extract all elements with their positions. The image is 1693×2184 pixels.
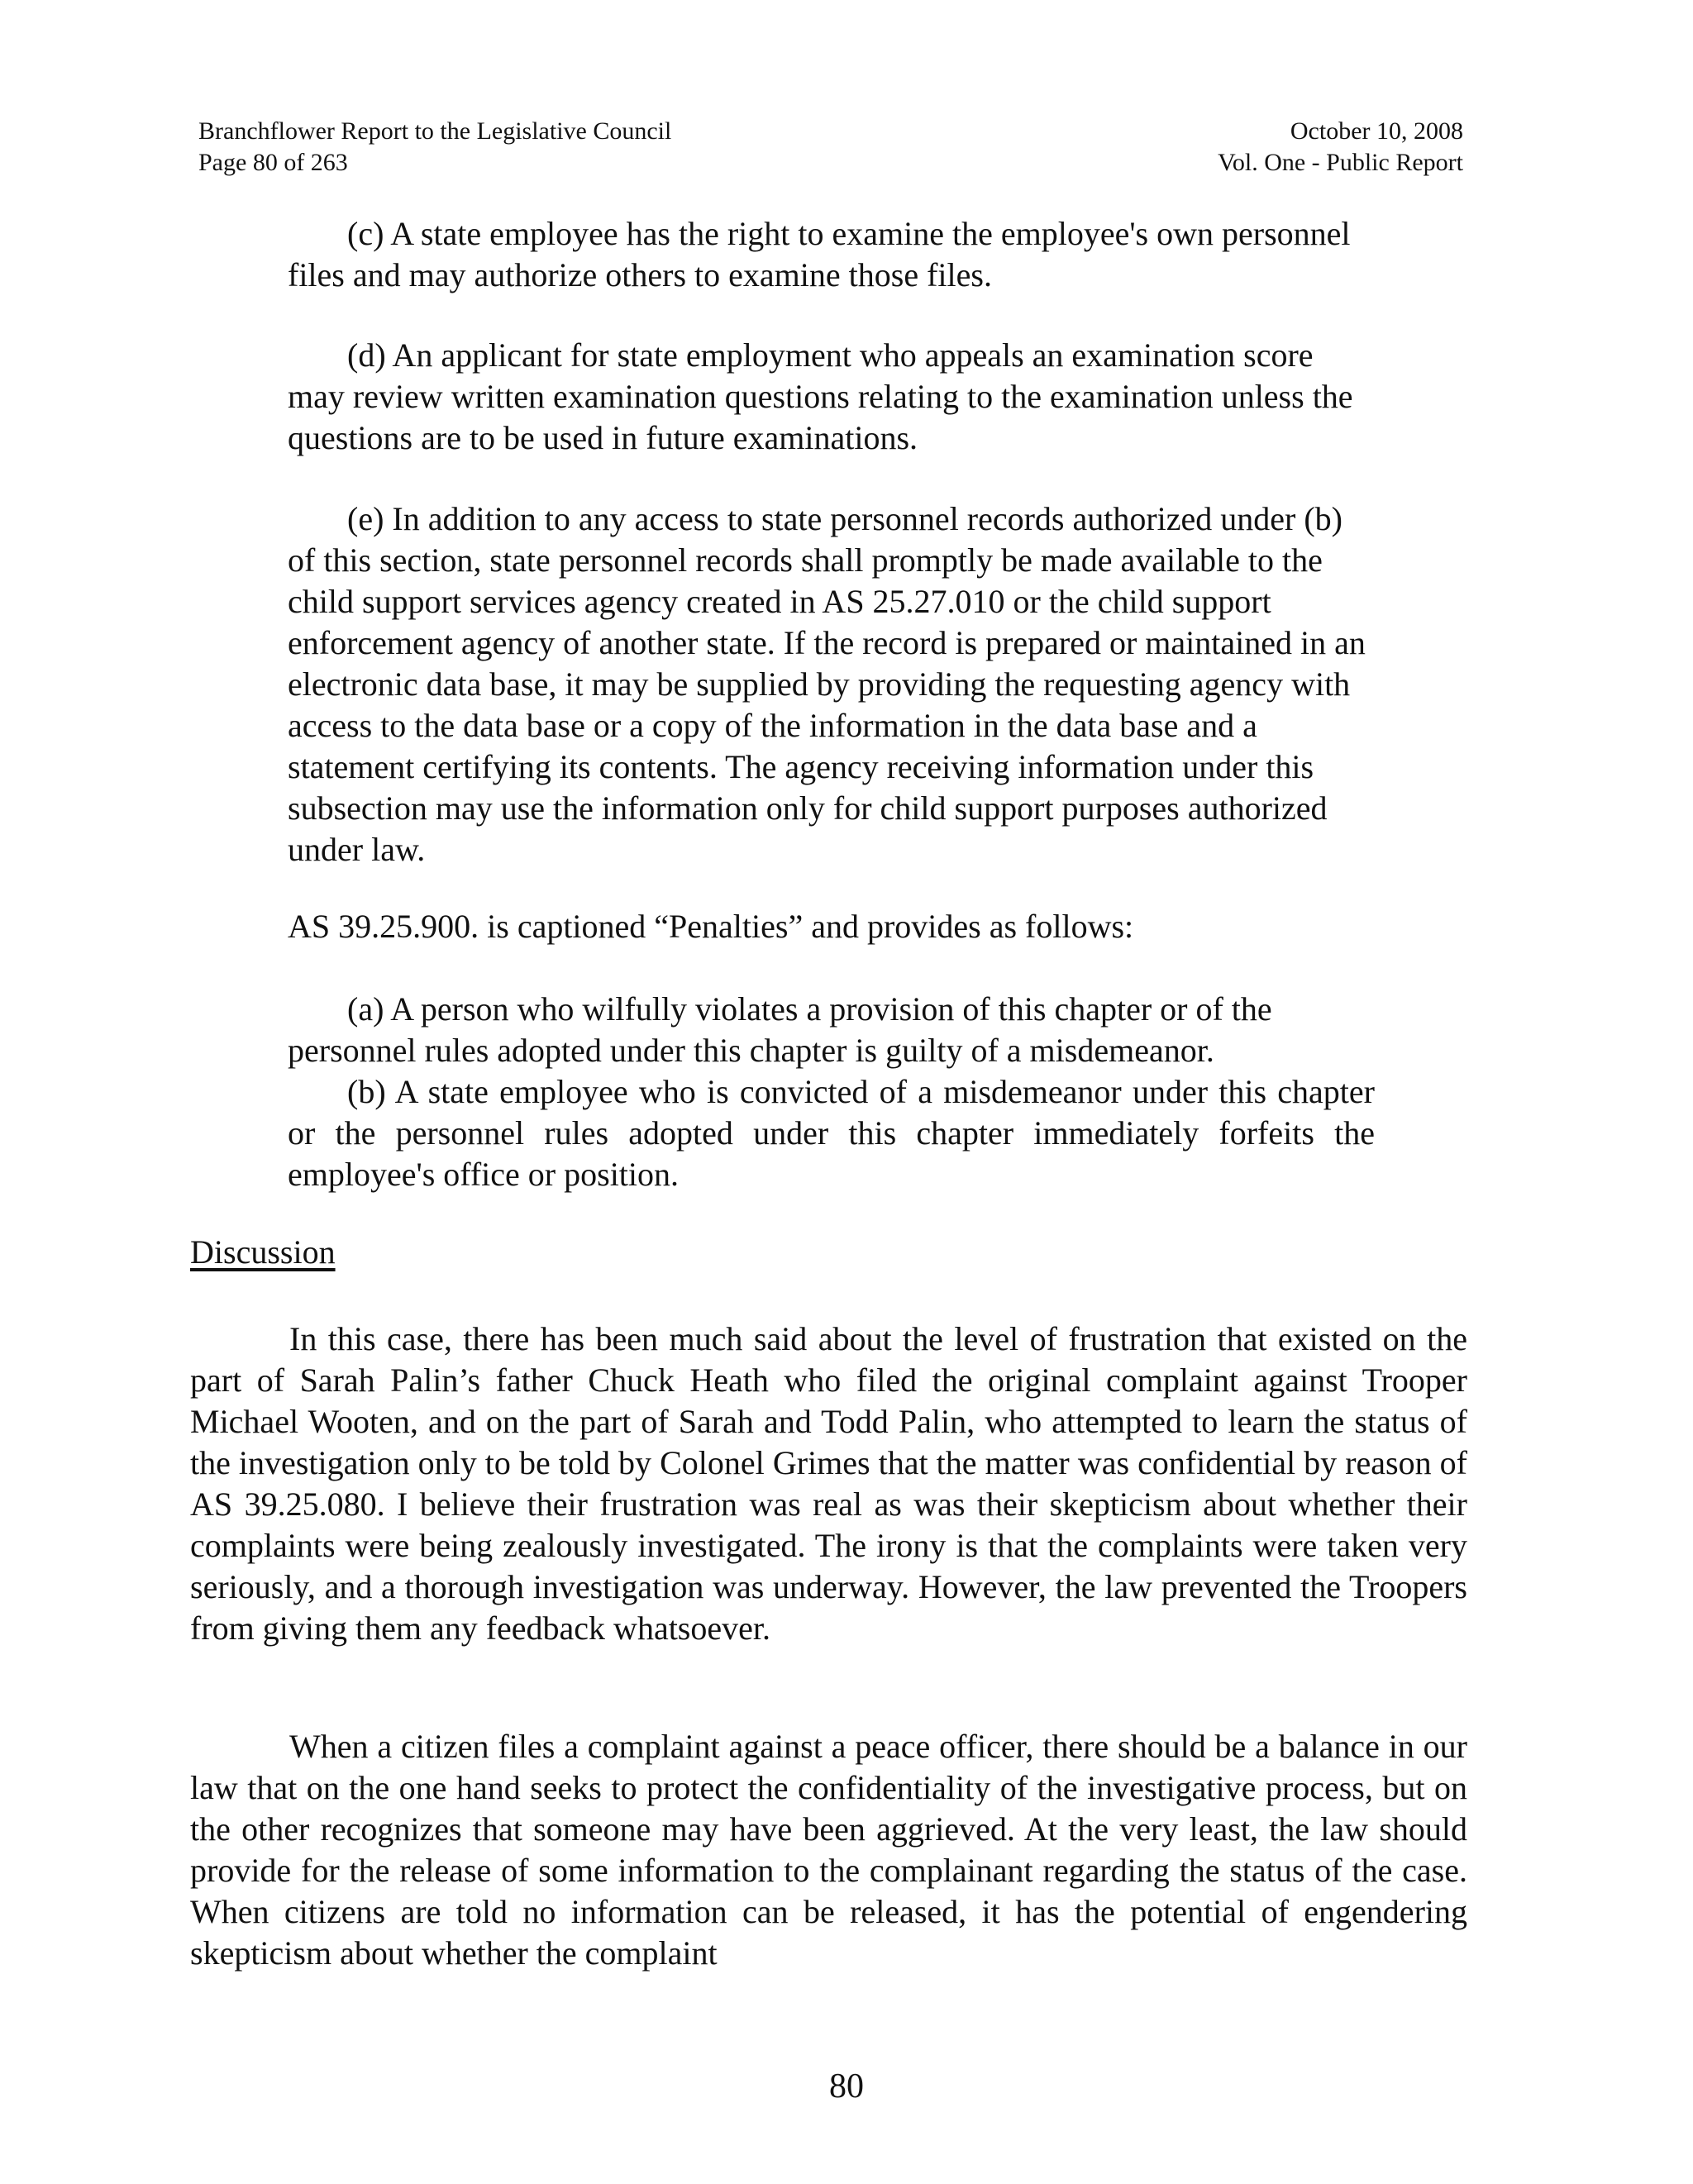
- page-number: 80: [829, 2067, 864, 2105]
- statute-subsection-d: (d) An applicant for state employment who appeals an examination score may review written examination questions relating to the examination unless the questions are to be used in future examinations.: [288, 336, 1353, 456]
- header-left: [198, 116, 671, 179]
- statute-subsection-e: (e) In addition to any access to state personnel records authorized under (b) of this section, state personnel records shall promptly be made available to the child support services agency created in AS 25.27.010 or the child support enforcement agency of another state. If the record is prepared or maintained in an electronic data base, it may be supplied by providing the requesting agency with access to the data base or a copy of the information in the data base and a statement certifying its contents. The agency receiving information under this subsection may use the information only for child support purposes authorized under law.: [288, 500, 1366, 868]
- report-volume: Vol. One - Public Report: [1218, 149, 1463, 176]
- discussion-paragraph-1-text: In this case, there has been much said about the level of frustration that existed on the part of Sarah Palin’s father Chuck Heath who filed the original complaint against Trooper Michael Wooten, and on the part of Sarah and Todd Palin, who attempted to learn the status of the investigation only to be told by Colonel Grimes that the matter was confidential by reason of AS 39.25.080. I believe their frustration was real as was their skepticism about whether their complaints were being zealously investigated. The irony is that the complaints were taken very seriously, and a thorough investigation was underway. However, the law prevented the Troopers from giving them any feedback whatsoever.: [190, 1320, 1467, 1647]
- discussion-heading: Discussion: [190, 1233, 336, 1271]
- report-title: Branchflower Report to the Legislative Council: [198, 117, 672, 145]
- report-date: October 10, 2008: [1290, 117, 1463, 145]
- penalty-subsection-b: (b) A state employee who is convicted of a misdemeanor under this chapter or the personnel rules adopted under this chapter immediately forfeits the employee's office or position.: [288, 1073, 1375, 1193]
- discussion-paragraph-1: [190, 1319, 1467, 1649]
- page-of-total: Page 80 of 263: [198, 149, 348, 176]
- discussion-paragraph-2-text: When a citizen files a complaint against a peace officer, there should be a balance in our law that on the one hand seeks to protect the confidentiality of the investigative process, but on the other recognizes that someone may have been aggrieved. At the very least, the law should provide for the release of some information to the complainant regarding the status of the case. When citizens are told no information can be released, it has the potential of engendering skepticism about whether the complaint: [190, 1728, 1467, 1972]
- penalty-subsection-a: (a) A person who wilfully violates a provision of this chapter or of the personnel rules adopted under this chapter is guilty of a misdemeanor.: [288, 990, 1272, 1069]
- statute-subsection-c: (c) A state employee has the right to examine the employee's own personnel files and may authorize others to examine those files.: [288, 215, 1351, 293]
- penalties-intro: AS 39.25.900. is captioned “Penalties” and provides as follows:: [288, 908, 1134, 945]
- header-right: [1218, 116, 1463, 179]
- discussion-paragraph-2: [190, 1726, 1467, 1974]
